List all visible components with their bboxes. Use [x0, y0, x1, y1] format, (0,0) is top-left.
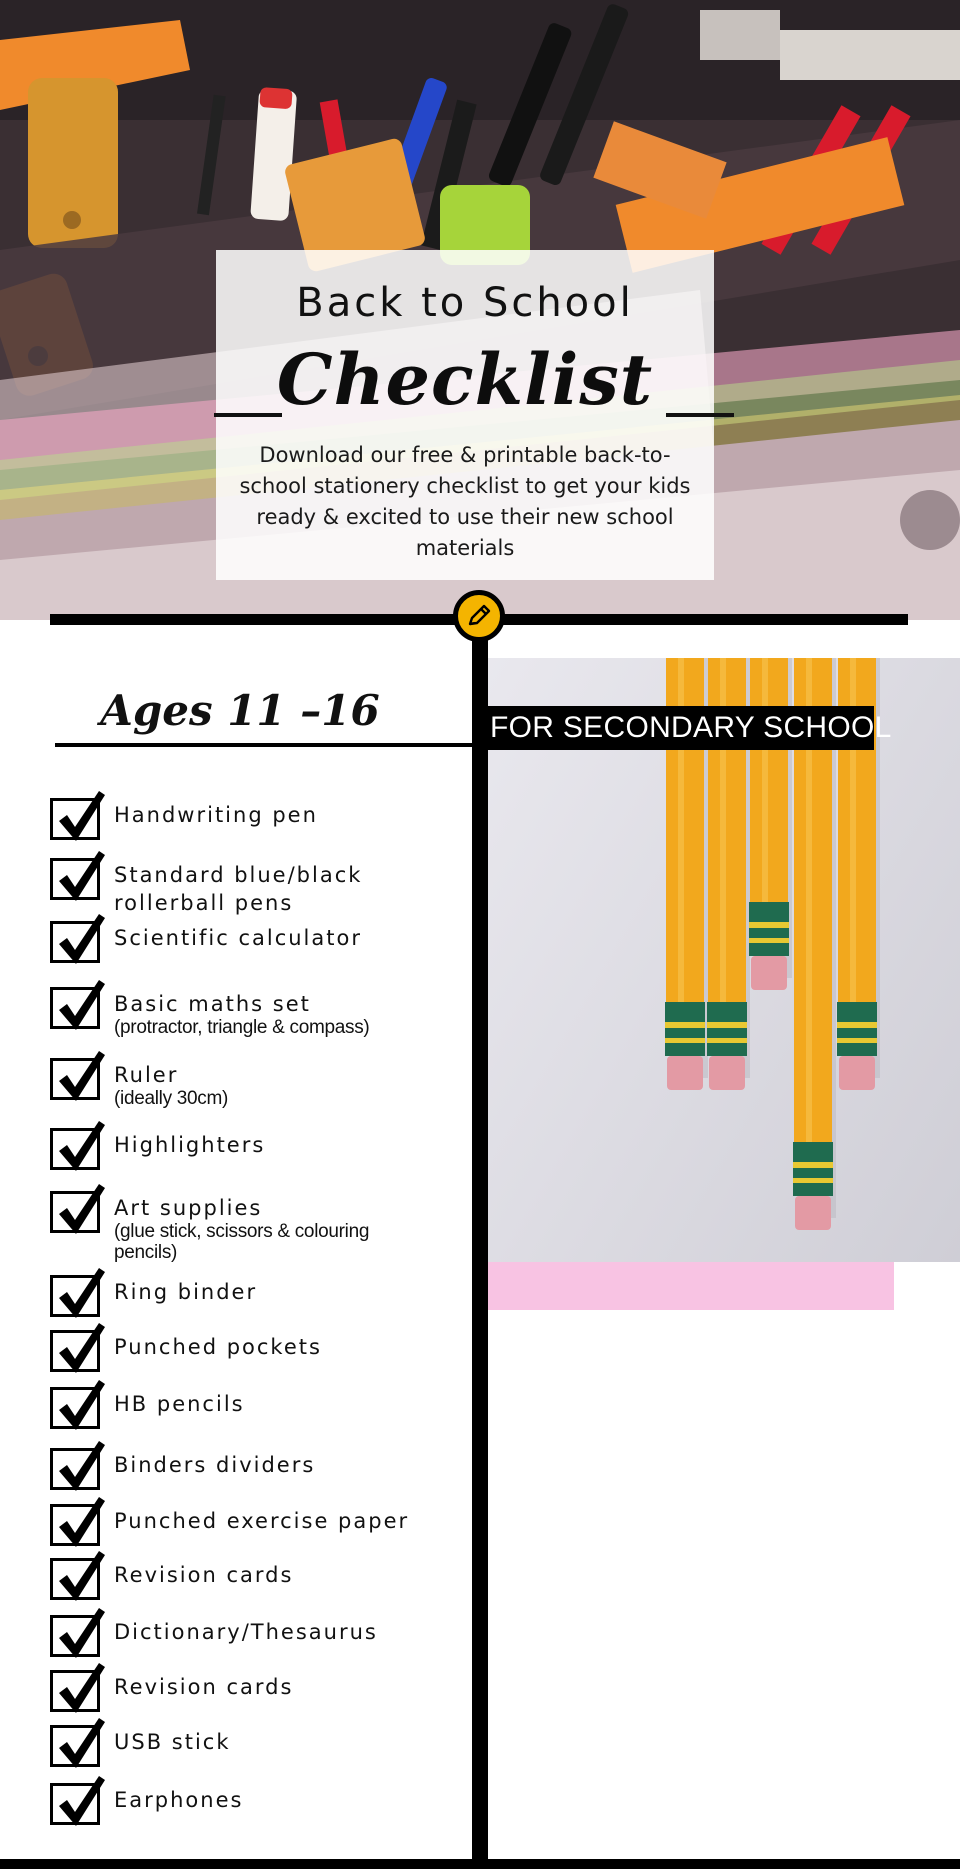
title-description: Download our free & printable back-to-school stationery checklist to get your kids ready & excited to use their new school materials	[239, 443, 691, 560]
checklist-item	[50, 1267, 470, 1317]
checklist-item	[50, 1440, 470, 1490]
checklist-item-label: Revision cards	[114, 1563, 294, 1587]
checkmark-icon	[55, 1604, 107, 1660]
title-card	[216, 250, 714, 580]
checklist-item	[50, 1717, 470, 1767]
checkmark-icon	[55, 1117, 107, 1173]
checkmark-icon	[55, 1437, 107, 1493]
pencil-eraser	[667, 1056, 703, 1090]
checklist-item	[50, 979, 470, 1038]
checklist-item	[50, 850, 470, 915]
checklist-item	[50, 913, 470, 963]
checkmark-icon	[55, 1180, 107, 1236]
pink-strip	[488, 1262, 894, 1310]
pencil-ferrule	[665, 1002, 705, 1056]
checklist-item	[50, 1662, 470, 1712]
pencil-ferrule	[837, 1002, 877, 1056]
checklist-item-label-line2: rollerball pens	[114, 891, 294, 915]
checklist-item-label: USB stick	[114, 1730, 231, 1754]
pencil-ferrule-band	[665, 1022, 705, 1028]
pencil-eraser	[839, 1056, 875, 1090]
checklist-item	[50, 1183, 470, 1263]
checklist-item-label: Binders dividers	[114, 1453, 316, 1477]
checkmark-icon	[55, 1319, 107, 1375]
checkbox	[50, 1128, 100, 1170]
title-checklist: Checklist	[276, 338, 654, 421]
checkmark-icon	[55, 1547, 107, 1603]
checkbox	[50, 1783, 100, 1825]
checklist-item-label: HB pencils	[114, 1392, 245, 1416]
checklist-item-label: Scientific calculator	[114, 926, 362, 950]
checkbox	[50, 858, 100, 900]
checkbox	[50, 1448, 100, 1490]
pencil-ferrule-band	[793, 1162, 833, 1168]
pencil-eraser	[795, 1196, 831, 1230]
checkmark-icon	[55, 1714, 107, 1770]
checkmark-icon	[55, 976, 107, 1032]
checklist-item	[50, 1550, 470, 1600]
checkbox	[50, 1058, 100, 1100]
checkbox	[50, 987, 100, 1029]
checklist-item-label: Earphones	[114, 1788, 244, 1812]
secondary-school-tag: FOR SECONDARY SCHOOL	[488, 706, 874, 750]
checklist-item-label: Punched pockets	[114, 1335, 322, 1359]
checkmark-icon	[55, 1493, 107, 1549]
checklist-item	[50, 1050, 470, 1109]
checkbox	[50, 1558, 100, 1600]
checkbox	[50, 1725, 100, 1767]
bottom-divider-line	[0, 1859, 960, 1869]
pencil-ferrule-band	[749, 922, 789, 928]
pencil-ferrule-band	[707, 1038, 747, 1043]
pencil-ferrule-band	[749, 938, 789, 943]
checkmark-icon	[55, 1659, 107, 1715]
checklist-item	[50, 1322, 470, 1372]
checkbox	[50, 798, 100, 840]
checkbox	[50, 921, 100, 963]
checkbox	[50, 1670, 100, 1712]
checkbox	[50, 1330, 100, 1372]
checklist-item-label: Highlighters	[114, 1133, 266, 1157]
center-divider-line	[472, 620, 488, 1869]
checkbox	[50, 1615, 100, 1657]
pencil-body	[750, 658, 788, 908]
checklist-item-label: Dictionary/Thesaurus	[114, 1620, 378, 1644]
checklist-item-label: Basic maths set	[114, 992, 311, 1016]
pencil-ferrule-band	[837, 1038, 877, 1043]
checklist-item	[50, 1607, 470, 1657]
pencil-ferrule-band	[837, 1022, 877, 1028]
checklist-item-label: Art supplies	[114, 1196, 263, 1220]
pencil-ferrule	[707, 1002, 747, 1056]
checklist-item-label: Ruler	[114, 1063, 179, 1087]
checkmark-icon	[55, 847, 107, 903]
checklist-item-note: (protractor, triangle & compass)	[114, 1017, 370, 1038]
checklist-item-label: Punched exercise paper	[114, 1509, 410, 1533]
checklist-item-note-line2: pencils)	[114, 1242, 178, 1263]
pencil-ferrule-band	[707, 1022, 747, 1028]
checklist-item-label: Handwriting pen	[114, 803, 318, 827]
checklist-item-note: (ideally 30cm)	[114, 1088, 229, 1109]
pencil-badge	[453, 590, 505, 642]
ages-heading: Ages 11 –16	[100, 686, 380, 735]
checkmark-icon	[55, 1264, 107, 1320]
title-back-to-school: Back to School	[296, 280, 634, 326]
ages-underline	[55, 743, 473, 747]
checkmark-icon	[55, 787, 107, 843]
checklist-item	[50, 790, 470, 840]
checkmark-icon	[55, 1772, 107, 1828]
checklist-item-label: Ring binder	[114, 1280, 258, 1304]
checklist-item-label: Revision cards	[114, 1675, 294, 1699]
pencil-eraser	[709, 1056, 745, 1090]
checkmark-icon	[55, 1376, 107, 1432]
pencil-ferrule	[749, 902, 789, 956]
checkbox	[50, 1275, 100, 1317]
title-divider-right	[666, 413, 734, 417]
pencil-ferrule	[793, 1142, 833, 1196]
pencil-eraser	[751, 956, 787, 990]
hero-photo	[0, 0, 960, 620]
checklist-item	[50, 1496, 470, 1546]
checklist-item-label: Standard blue/black	[114, 863, 363, 887]
checkbox	[50, 1504, 100, 1546]
checkbox	[50, 1191, 100, 1233]
checkbox	[50, 1387, 100, 1429]
checklist-item	[50, 1379, 470, 1429]
checklist-item	[50, 1775, 470, 1825]
checkmark-icon	[55, 910, 107, 966]
checklist-item	[50, 1120, 470, 1170]
pencil-ferrule-band	[793, 1178, 833, 1183]
checkmark-icon	[55, 1047, 107, 1103]
checklist-item-note: (glue stick, scissors & colouring	[114, 1221, 370, 1242]
pencil-highlight	[762, 658, 768, 908]
pencil-ferrule-band	[665, 1038, 705, 1043]
pencil-icon	[465, 602, 493, 630]
